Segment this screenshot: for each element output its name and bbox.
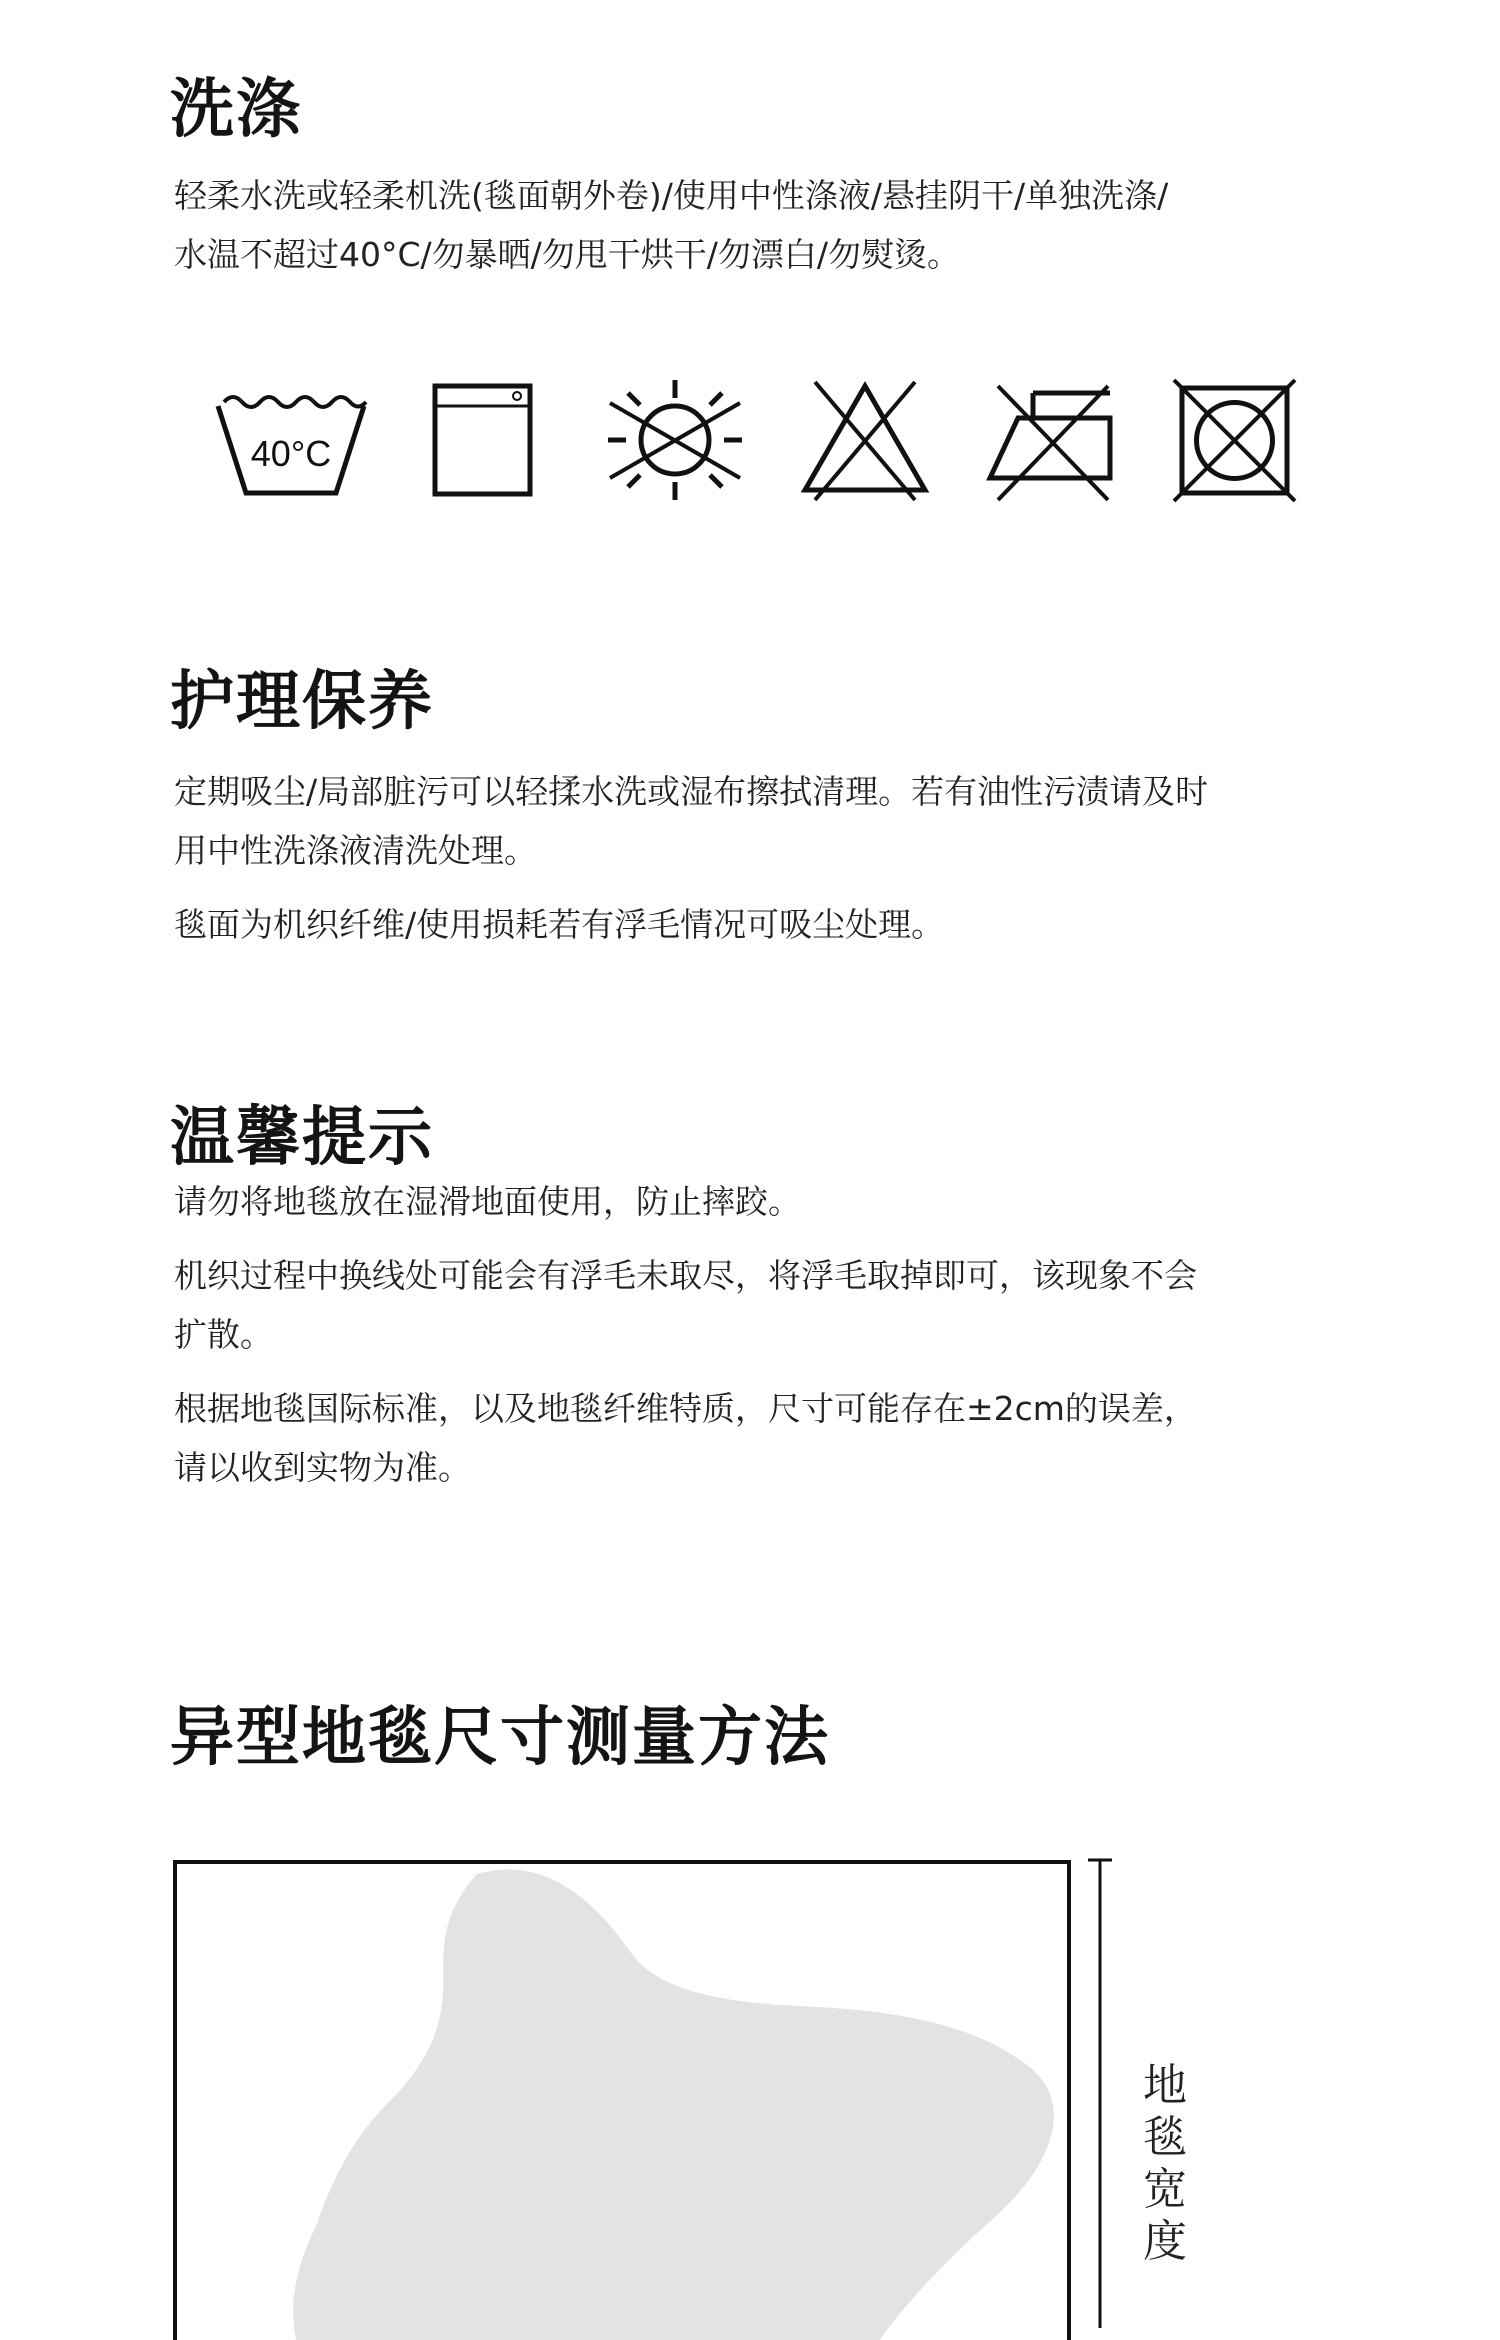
care-text-line-3: 毯面为机织纤维/使用损耗若有浮毛情况可吸尘处理。 — [174, 905, 945, 944]
washing-text-line-2: 水温不超过40°C/勿暴晒/勿甩干烘干/勿漂白/勿熨烫。 — [174, 235, 961, 274]
width-dimension-line — [1086, 1858, 1114, 2328]
rug-width-label: 地毯宽度 — [1143, 2060, 1187, 2267]
no-iron-icon — [978, 378, 1128, 503]
tips-text-line-2: 机织过程中换线处可能会有浮毛未取尽，将浮毛取掉即可，该现象不会 — [174, 1256, 1197, 1295]
measure-title: 异型地毯尺寸测量方法 — [170, 1701, 830, 1775]
rug-shape-illustration — [177, 1864, 1071, 2340]
tips-text-line-4: 根据地毯国际标准，以及地毯纤维特质，尺寸可能存在±2cm的误差， — [174, 1389, 1197, 1428]
wash-40-icon — [216, 378, 366, 503]
hang-dry-icon — [425, 378, 575, 503]
tips-text-line-5: 请以收到实物为准。 — [174, 1448, 471, 1487]
no-tumble-dry-icon — [1162, 378, 1312, 503]
care-text-line-2: 用中性洗涤液清洗处理。 — [174, 831, 537, 870]
tips-title: 温馨提示 — [170, 1101, 434, 1175]
wash-temperature-label: 40°C — [250, 433, 332, 474]
washing-title: 洗涤 — [170, 73, 302, 147]
rug-bounding-frame — [173, 1860, 1071, 2340]
no-sun-dry-icon — [600, 378, 750, 503]
care-text-line-1: 定期吸尘/局部脏污可以轻揉水洗或湿布擦拭清理。若有油性污渍请及时 — [174, 772, 1209, 811]
washing-text-line-1: 轻柔水洗或轻柔机洗(毯面朝外卷)/使用中性涤液/悬挂阴干/单独洗涤/ — [174, 176, 1169, 215]
no-bleach-icon — [790, 378, 940, 503]
care-title: 护理保养 — [170, 665, 434, 739]
tips-text-line-1: 请勿将地毯放在湿滑地面使用，防止摔跤。 — [174, 1182, 801, 1221]
tips-text-line-3: 扩散。 — [174, 1315, 273, 1354]
